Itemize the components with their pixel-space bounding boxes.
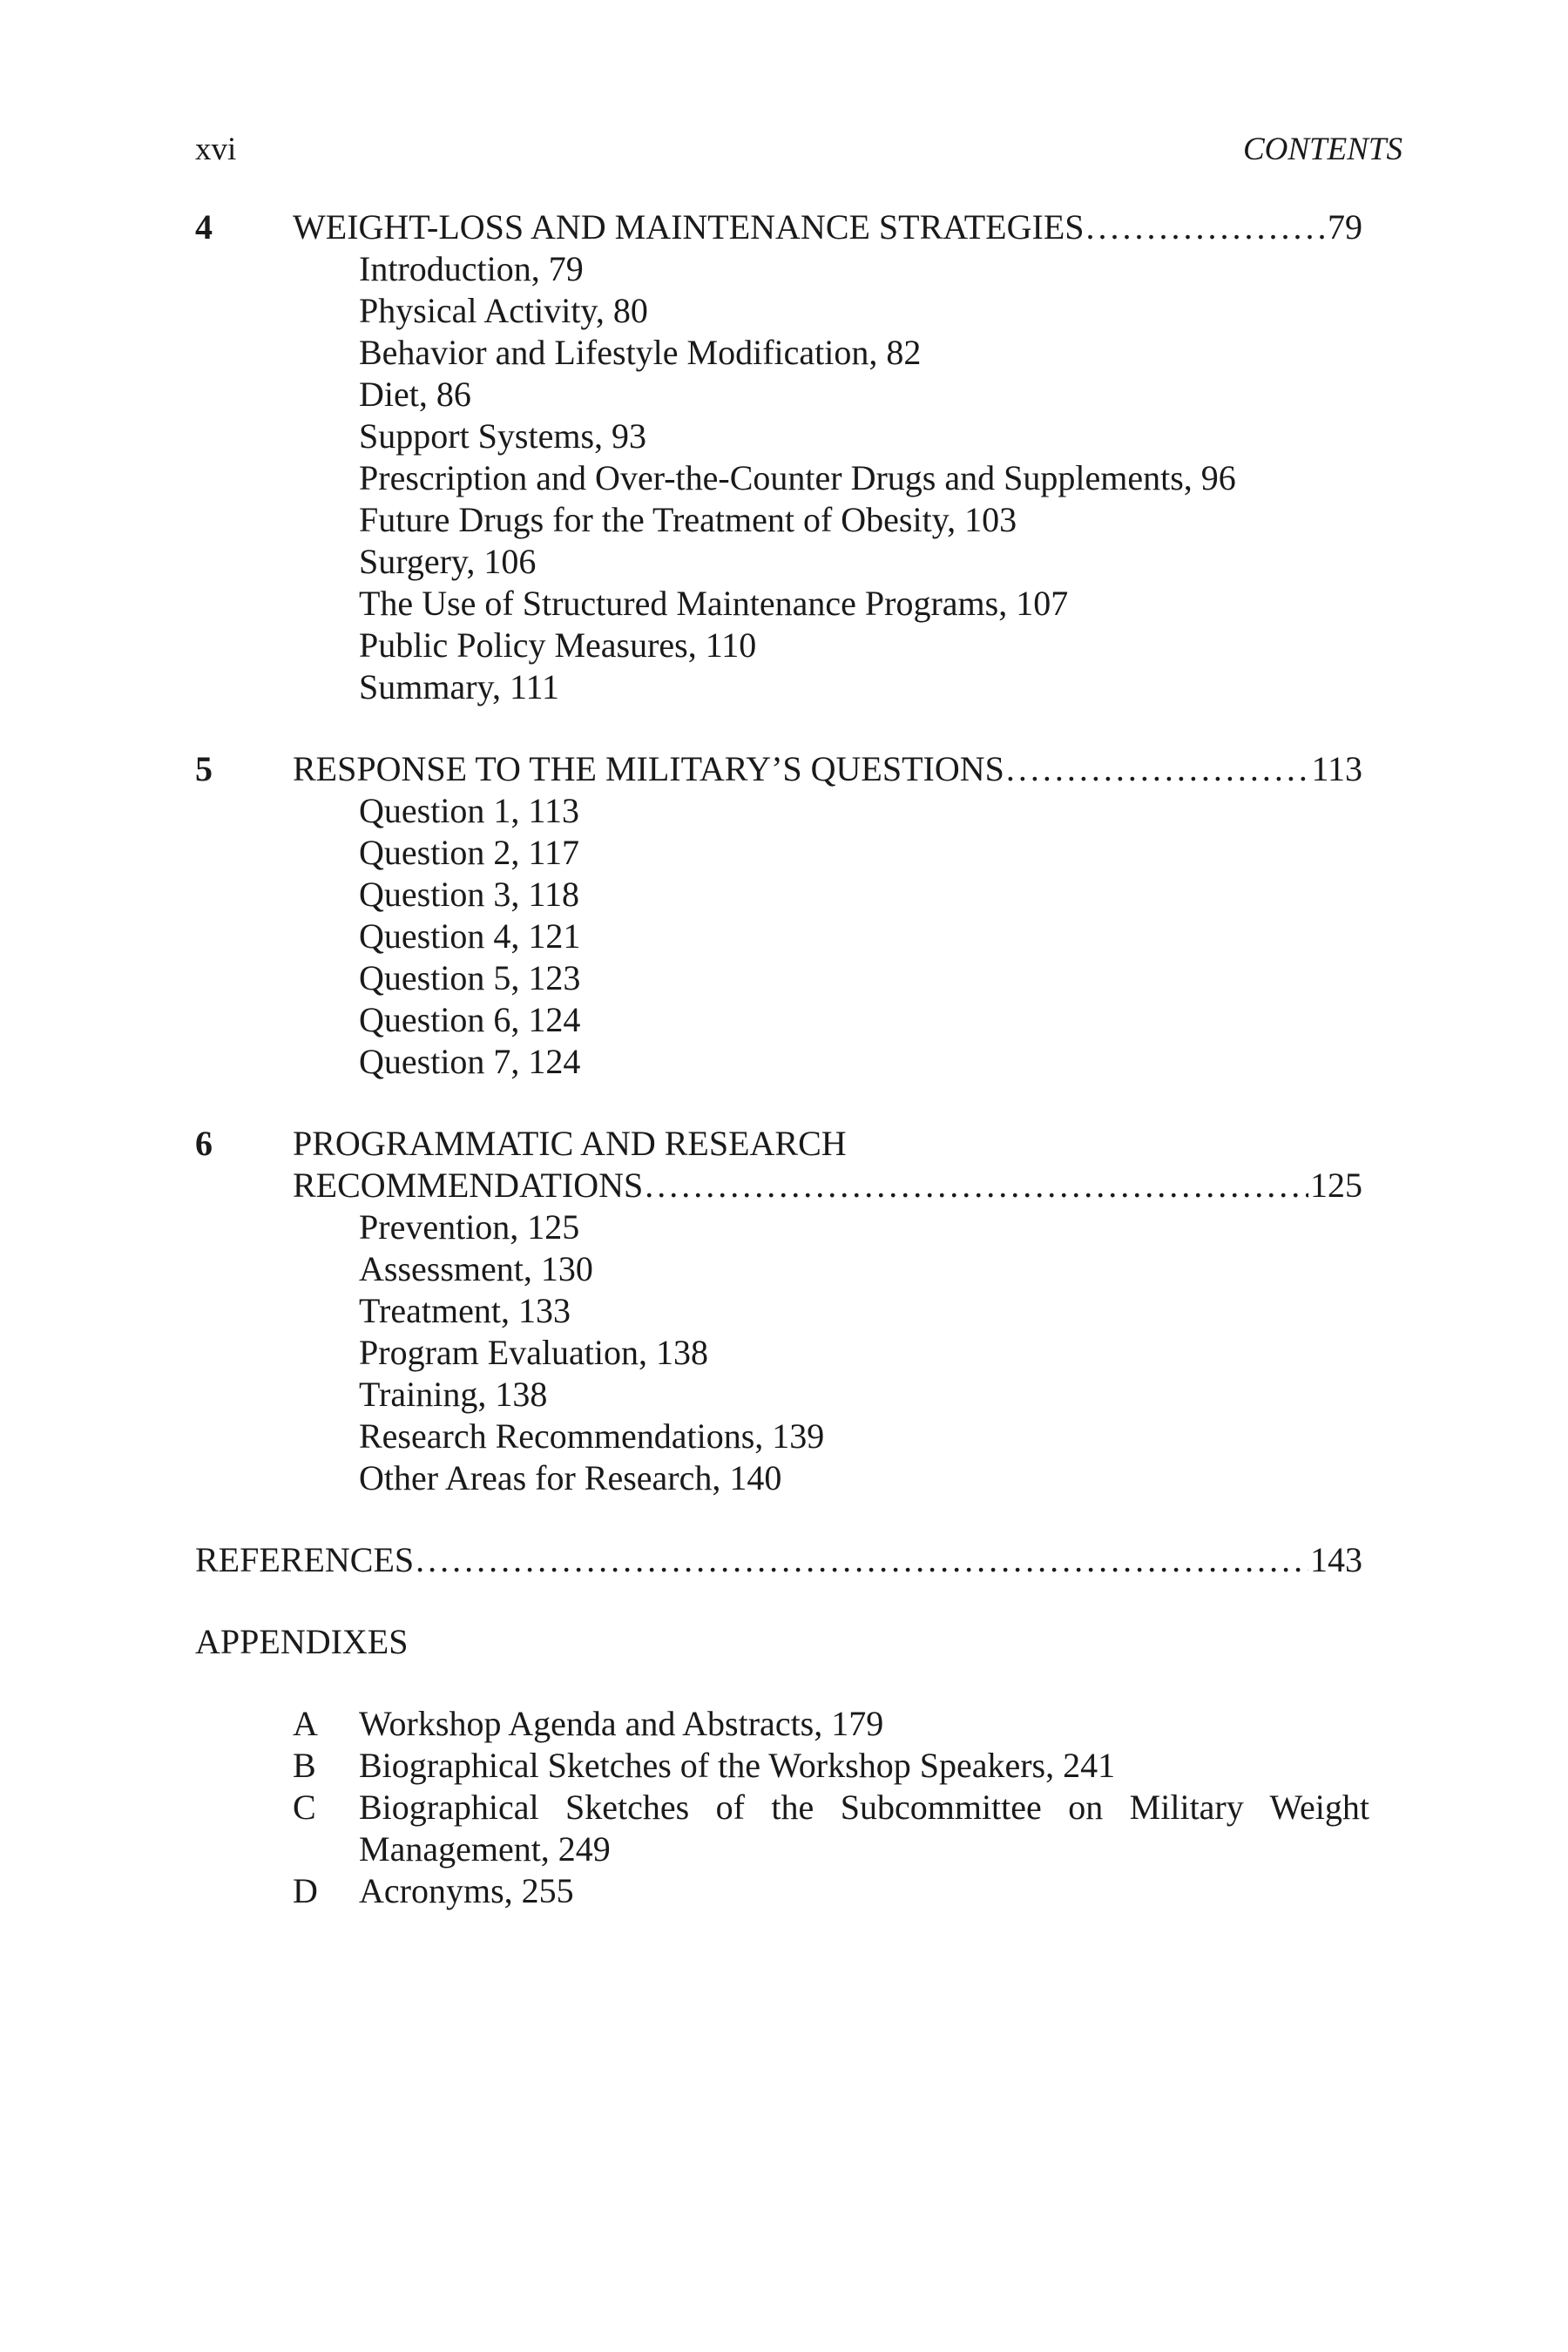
toc-section[interactable]: Question 6, 124 bbox=[359, 1000, 581, 1039]
toc-section[interactable]: Public Policy Measures, 110 bbox=[359, 625, 757, 665]
appendix-item[interactable] bbox=[293, 1870, 1369, 1912]
toc-section[interactable]: Question 5, 123 bbox=[359, 958, 581, 997]
chapter-title: RESPONSE TO THE MILITARY’S QUESTIONS bbox=[293, 749, 1004, 788]
dot-leader bbox=[1006, 748, 1310, 790]
chapter-number: 6 bbox=[195, 1124, 213, 1163]
chapter-page: 125 bbox=[1310, 1166, 1362, 1205]
page-number: xvi bbox=[195, 132, 237, 167]
toc-section[interactable]: Behavior and Lifestyle Modification, 82 bbox=[359, 333, 922, 372]
chapter-heading[interactable] bbox=[195, 748, 1362, 790]
toc-section[interactable]: Question 1, 113 bbox=[359, 791, 579, 830]
toc-chapter-5 bbox=[195, 748, 1415, 1083]
running-title: CONTENTS bbox=[1242, 132, 1402, 167]
toc-section[interactable]: Diet, 86 bbox=[359, 375, 471, 414]
toc-section[interactable]: Question 2, 117 bbox=[359, 833, 579, 872]
toc-chapter-6 bbox=[195, 1123, 1415, 1499]
toc-section[interactable]: Surgery, 106 bbox=[359, 542, 537, 581]
references-page: 143 bbox=[1310, 1540, 1362, 1579]
toc-section[interactable]: Other Areas for Research, 140 bbox=[359, 1458, 782, 1497]
toc-section[interactable]: Assessment, 130 bbox=[359, 1249, 593, 1288]
toc-section[interactable]: Support Systems, 93 bbox=[359, 416, 647, 456]
chapter-number: 4 bbox=[195, 207, 213, 247]
toc-section[interactable]: Future Drugs for the Treatment of Obesity, 103 bbox=[359, 500, 1017, 539]
section-list bbox=[359, 790, 1415, 1083]
toc-references[interactable] bbox=[195, 1539, 1362, 1581]
toc-chapter-4 bbox=[195, 206, 1415, 708]
appendix-item[interactable] bbox=[293, 1787, 1369, 1870]
toc-section[interactable]: Question 3, 118 bbox=[359, 875, 579, 914]
toc-section[interactable]: Prevention, 125 bbox=[359, 1207, 580, 1247]
section-list bbox=[359, 1206, 1415, 1499]
toc-section[interactable]: Introduction, 79 bbox=[359, 249, 584, 288]
chapter-page: 79 bbox=[1328, 207, 1362, 247]
appendix-letter: A bbox=[293, 1704, 318, 1743]
appendix-title: Acronyms, 255 bbox=[359, 1871, 574, 1910]
appendix-title: Workshop Agenda and Abstracts, 179 bbox=[359, 1704, 884, 1743]
appendix-title: Biographical Sketches of the Workshop Speakers, 241 bbox=[359, 1746, 1116, 1785]
chapter-number: 5 bbox=[195, 749, 213, 788]
appendix-item[interactable] bbox=[293, 1703, 1369, 1745]
chapter-heading[interactable] bbox=[195, 1123, 1362, 1206]
toc-section[interactable]: Physical Activity, 80 bbox=[359, 291, 648, 330]
section-list bbox=[359, 248, 1415, 708]
chapter-page: 113 bbox=[1311, 749, 1362, 788]
appendix-list bbox=[293, 1703, 1369, 1912]
toc-section[interactable]: Summary, 111 bbox=[359, 667, 559, 706]
dot-leader bbox=[1086, 206, 1327, 248]
toc-section[interactable]: Treatment, 133 bbox=[359, 1291, 571, 1330]
toc-section[interactable]: Research Recommendations, 139 bbox=[359, 1416, 825, 1456]
appendix-item[interactable] bbox=[293, 1745, 1369, 1787]
dot-leader bbox=[645, 1165, 1308, 1206]
chapter-title: WEIGHT-LOSS AND MAINTENANCE STRATEGIES bbox=[293, 207, 1085, 247]
references-label: REFERENCES bbox=[195, 1540, 415, 1579]
chapter-heading[interactable] bbox=[195, 206, 1362, 248]
dot-leader bbox=[416, 1539, 1308, 1581]
toc-section[interactable]: Question 7, 124 bbox=[359, 1042, 581, 1081]
chapter-title-continued: RECOMMENDATIONS bbox=[293, 1166, 644, 1205]
toc-section[interactable]: Training, 138 bbox=[359, 1375, 548, 1414]
toc-section[interactable]: Program Evaluation, 138 bbox=[359, 1333, 709, 1372]
appendix-letter: B bbox=[293, 1746, 316, 1785]
table-of-contents bbox=[195, 206, 1415, 1912]
appendix-letter: D bbox=[293, 1871, 318, 1910]
appendix-title: Biographical Sketches of the Subcommittee on Military Weight Management, 249 bbox=[359, 1788, 1369, 1869]
appendix-letter: C bbox=[293, 1788, 316, 1827]
toc-section[interactable]: The Use of Structured Maintenance Programs, 107 bbox=[359, 584, 1069, 623]
page-header bbox=[195, 131, 1402, 174]
toc-section[interactable]: Question 4, 121 bbox=[359, 916, 581, 956]
chapter-title: PROGRAMMATIC AND RESEARCH bbox=[293, 1124, 847, 1163]
toc-section[interactable]: Prescription and Over-the-Counter Drugs and Supplements, 96 bbox=[359, 458, 1236, 497]
appendixes-heading: APPENDIXES bbox=[195, 1622, 409, 1661]
